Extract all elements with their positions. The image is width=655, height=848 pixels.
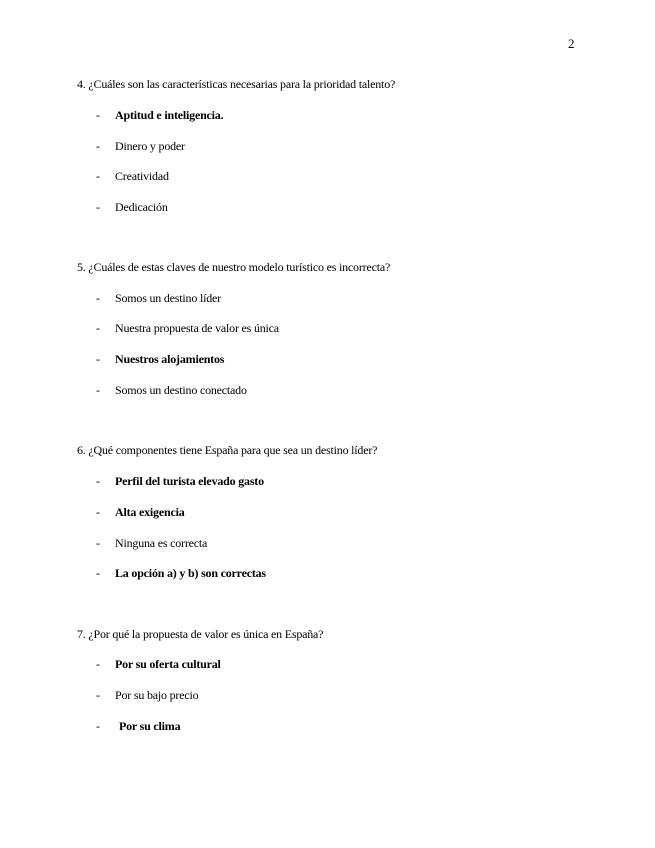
dash-marker: - (96, 688, 100, 702)
answer-text: Somos un destino líder (115, 291, 221, 305)
question-text: 5. ¿Cuáles de estas claves de nuestro modelo turístico es incorrecta? (77, 260, 391, 274)
answer-text: Dedicación (115, 200, 168, 214)
page-number: 2 (568, 36, 575, 51)
dash-marker: - (96, 657, 100, 671)
answer-text: Aptitud e inteligencia. (115, 108, 224, 122)
question-text: 7. ¿Por qué la propuesta de valor es única en España? (77, 627, 324, 641)
dash-marker: - (96, 566, 100, 580)
answer-text: Por su bajo precio (115, 688, 199, 702)
question-text: 4. ¿Cuáles son las características necesarias para la prioridad talento? (77, 77, 396, 91)
dash-marker: - (96, 505, 100, 519)
dash-marker: - (96, 536, 100, 550)
question-text: 6. ¿Qué componentes tiene España para que sea un destino líder? (77, 443, 378, 457)
dash-marker: - (96, 200, 100, 214)
answer-text: Perfil del turista elevado gasto (115, 474, 264, 488)
answer-text: Ninguna es correcta (115, 536, 208, 550)
dash-marker: - (96, 352, 100, 366)
dash-marker: - (96, 719, 100, 733)
dash-marker: - (96, 169, 100, 183)
dash-marker: - (96, 383, 100, 397)
answer-text: La opción a) y b) son correctas (115, 566, 266, 580)
answer-text: Dinero y poder (115, 139, 185, 153)
answer-text: Somos un destino conectado (115, 383, 247, 397)
dash-marker: - (96, 474, 100, 488)
answer-text: Nuestra propuesta de valor es única (115, 321, 279, 335)
answer-text: Por su oferta cultural (115, 657, 221, 671)
answer-text: Creatividad (115, 169, 169, 183)
dash-marker: - (96, 291, 100, 305)
answer-text: Nuestros alojamientos (115, 352, 225, 366)
answer-text: Alta exigencia (115, 505, 185, 519)
dash-marker: - (96, 321, 100, 335)
dash-marker: - (96, 139, 100, 153)
dash-marker: - (96, 108, 100, 122)
answer-text: Por su clima (119, 719, 181, 733)
